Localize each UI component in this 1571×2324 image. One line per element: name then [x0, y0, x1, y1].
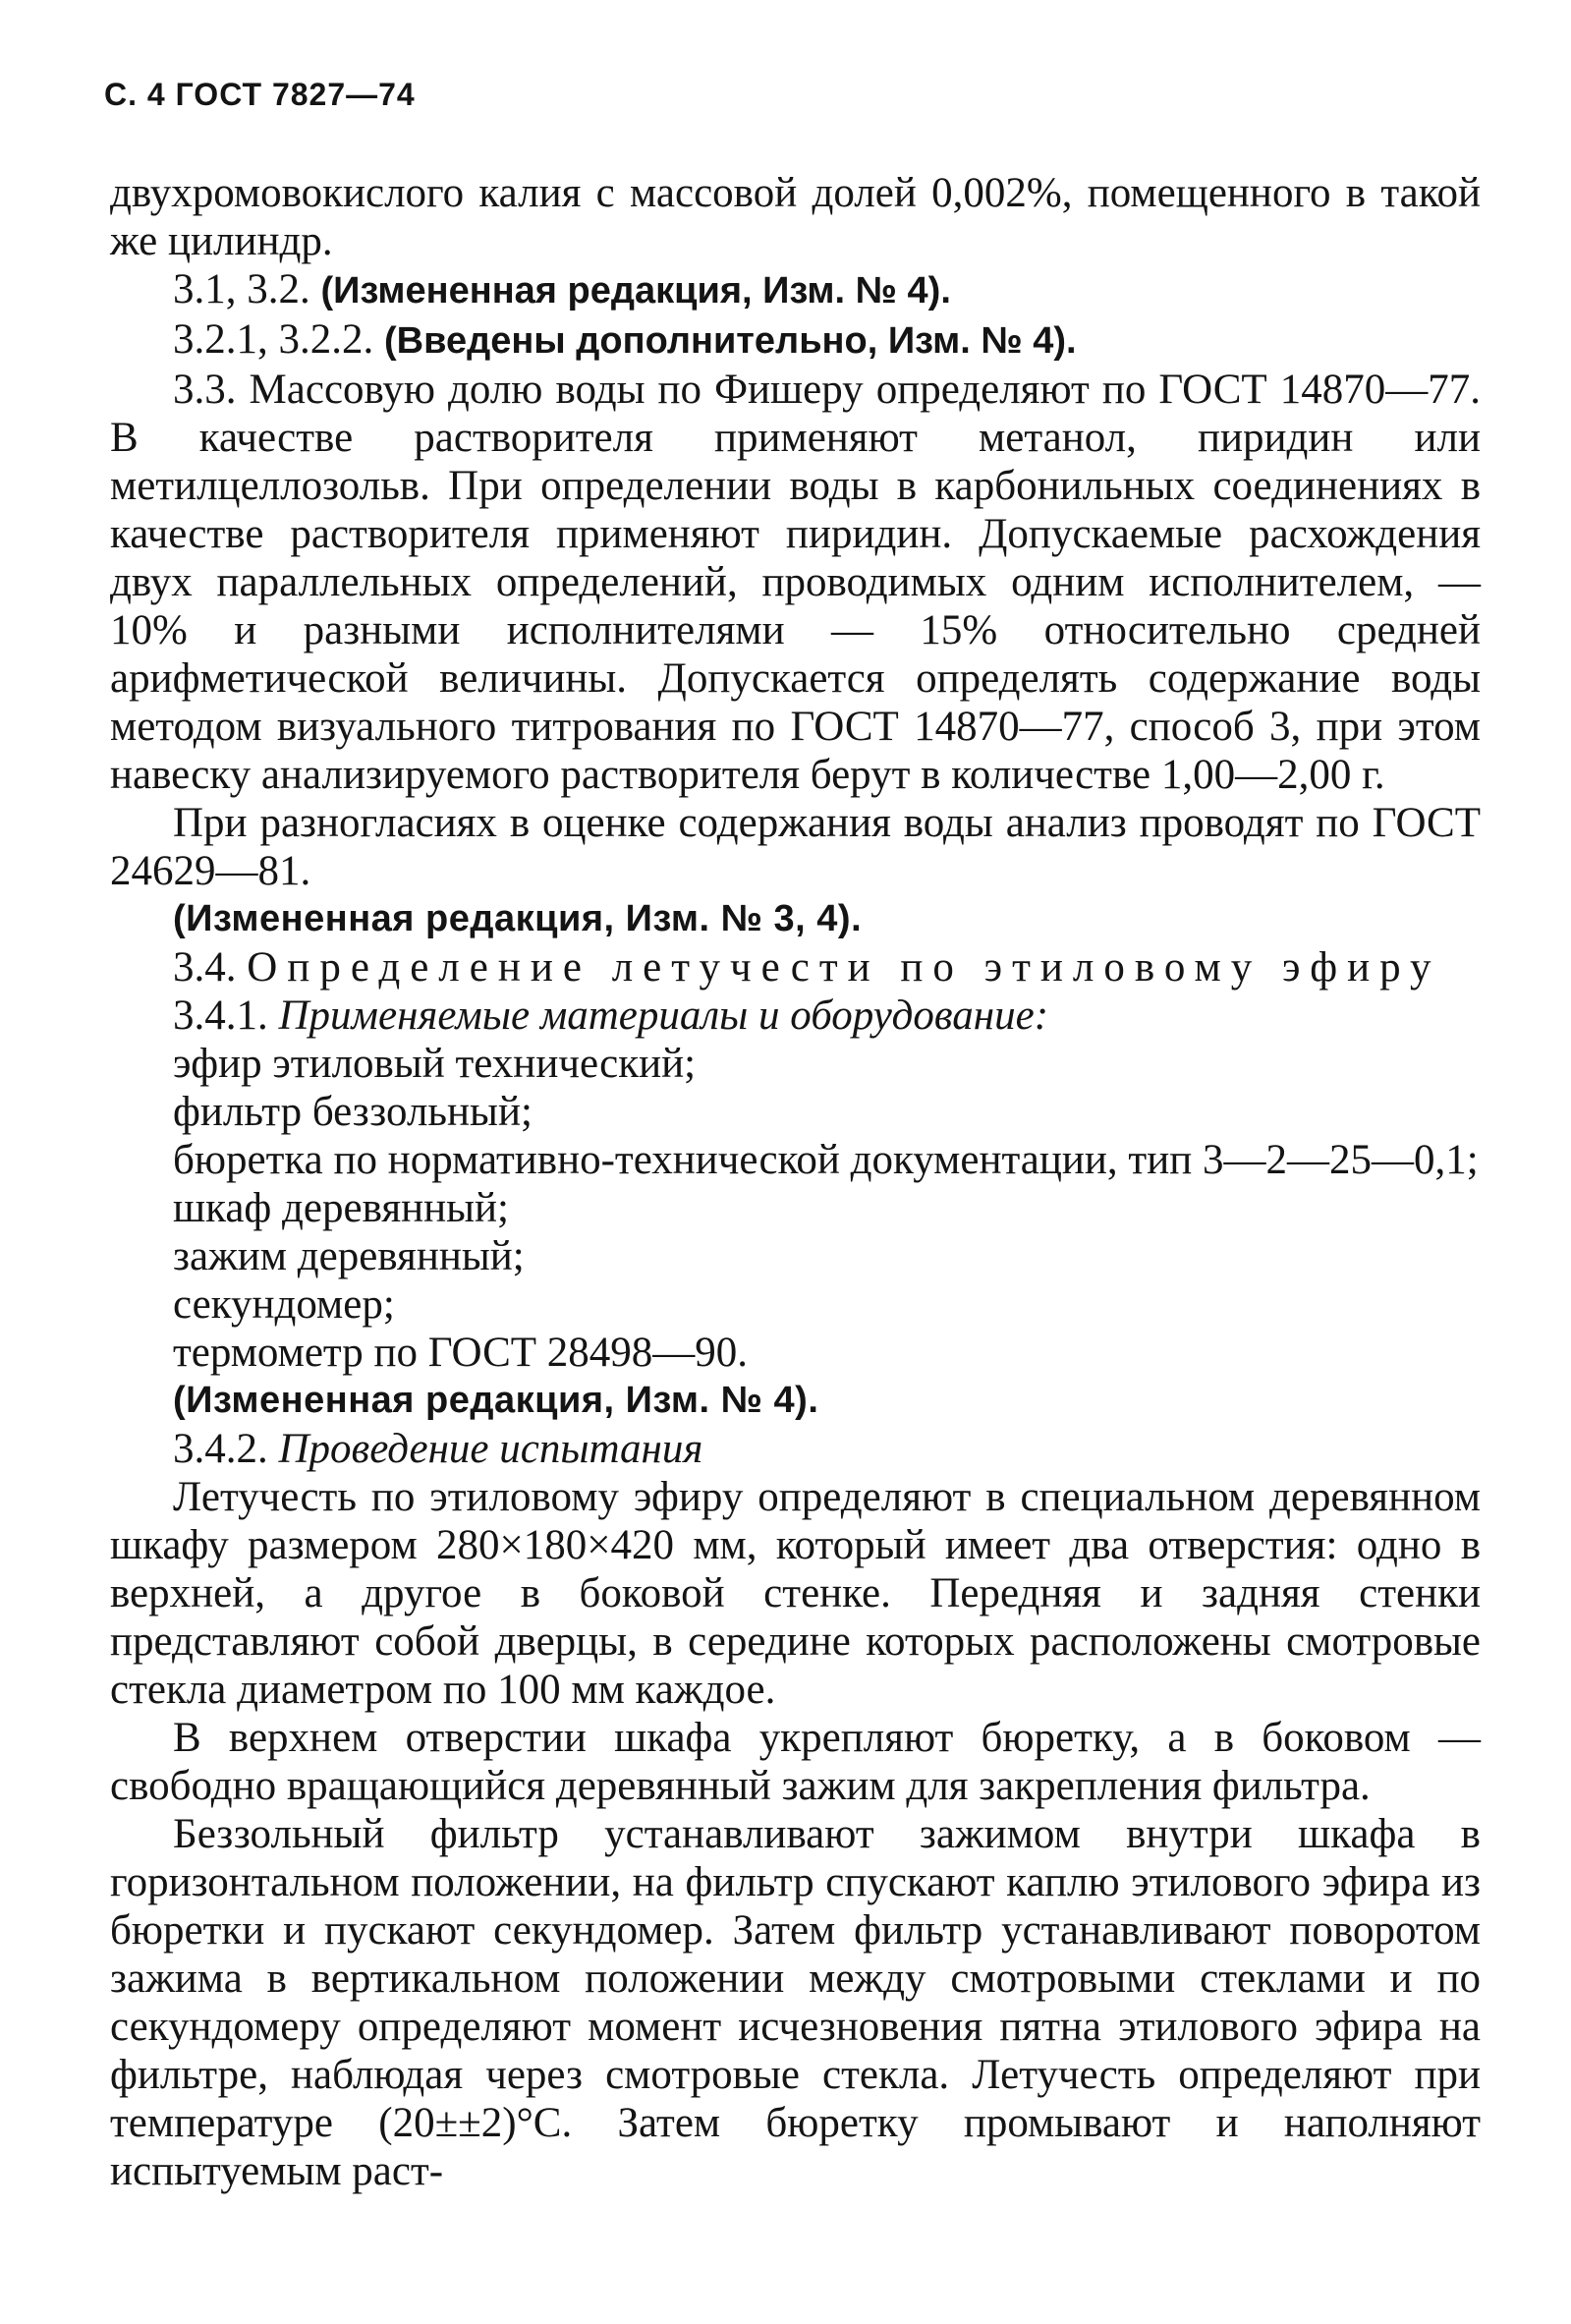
subsection-title: Применяемые материалы и оборудование:: [278, 992, 1049, 1039]
list-item: шкаф деревянный;: [173, 1185, 509, 1231]
list-item: фильтр беззольный;: [173, 1089, 533, 1135]
amendment-note-3-1: [110, 265, 1481, 315]
list-item: термометр по ГОСТ 28498—90.: [173, 1330, 749, 1376]
clause-3-4-heading: [110, 943, 1481, 992]
subsection-title: Проведение испытания: [278, 1426, 703, 1472]
paragraph-cabinet: Летучесть по этиловому эфиру определяют в специальном деревянном шкафу размером 280×180×420 мм, который имеет два отверстия: одно в верхней, а другое в боковой стенке. Передняя и задняя стенки представляют собой дверцы, в середине которых расположены смотровые стекла диаметром по 100 мм каждое.: [110, 1474, 1481, 1713]
clause-3-4-1-heading: [110, 992, 1481, 1040]
amendment-note: (Измененная редакция, Изм. № 4).: [173, 1380, 819, 1421]
amendment-note: (Измененная редакция, Изм. № 3, 4).: [173, 898, 863, 939]
clause-3-4-2-heading: [110, 1425, 1481, 1473]
list-item: секундомер;: [173, 1281, 395, 1328]
document-body: [110, 169, 1481, 2195]
paragraph-burette: В верхнем отверстии шкафа укрепляют бюретку, а в боковом — свободно вращающийся деревянный зажим для закрепления фильтра.: [110, 1715, 1481, 1809]
list-item: эфир этиловый технический;: [173, 1041, 697, 1087]
clause-number: 3.2.1, 3.2.2.: [173, 316, 374, 363]
amendment-text: (Введены дополнительно, Изм. № 4).: [384, 320, 1077, 362]
section-title: Определение летучести по этиловому эфиру: [247, 944, 1441, 991]
clause-3-3: 3.3. Массовую долю воды по Фишеру определяют по ГОСТ 14870—77. В качестве растворителя применяют метанол, пиридин или метилцеллозольв. При определении воды в карбонильных соединениях в качестве растворителя применяют пиридин. Допускаемые расхождения двух параллельных определений, проводимых одним исполнителем, — 10% и разными исполнителями — 15% относительно средней арифметической величины. Допускается определять содержание воды методом визуального титрования по ГОСТ 14870—77, способ 3, при этом навеску анализируемого растворителя берут в количестве 1,00—2,00 г.: [110, 367, 1481, 798]
paragraph-procedure: Беззольный фильтр устанавливают зажимом внутри шкафа в горизонтальном положении, на фильтр спускают каплю этилового эфира из бюретки и пускают секундомер. Затем фильтр устанавливают поворотом зажима в вертикальном положении между смотровыми стеклами и по секундомеру определяют момент исчезновения пятна этилового эфира на фильтре, наблюдая через смотровые стекла. Летучесть определяют при температуре (20±±2)°С. Затем бюретку промывают и наполняют испытуемым раст-: [110, 1811, 1481, 2194]
clause-number: 3.4.: [173, 944, 237, 991]
clause-number: 3.4.2.: [173, 1426, 268, 1472]
list-item: бюретка по нормативно-технической документации, тип 3—2—25—0,1;: [173, 1137, 1479, 1183]
paragraph-continuation: двухромовокислого калия с массовой долей 0,002%, помещенного в такой же цилиндр.: [110, 170, 1481, 264]
clause-number: 3.4.1.: [173, 992, 268, 1039]
page-header: С. 4 ГОСТ 7827—74: [104, 77, 416, 112]
amendment-text: (Измененная редакция, Изм. № 4).: [320, 270, 951, 312]
list-item: зажим деревянный;: [173, 1233, 525, 1279]
amendment-note-3-2-1: [110, 315, 1481, 366]
clause-number: 3.1, 3.2.: [173, 266, 310, 312]
paragraph-disagreement: При разногласиях в оценке содержания воды анализ проводят по ГОСТ 24629—81.: [110, 800, 1481, 894]
